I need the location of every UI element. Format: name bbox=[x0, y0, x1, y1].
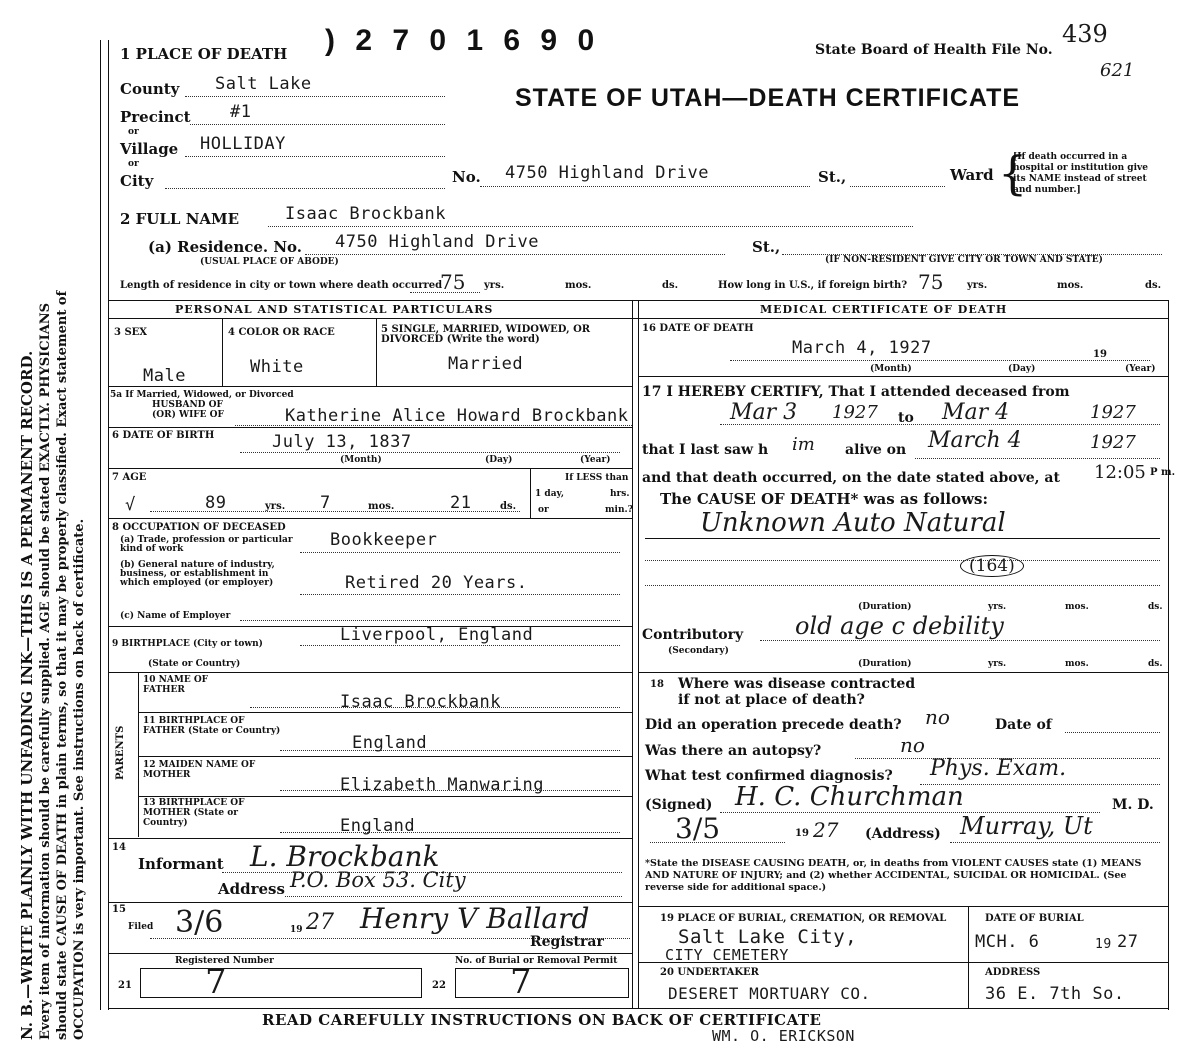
birthplace-value: Liverpool, England bbox=[340, 625, 534, 645]
age-months: 7 bbox=[320, 493, 331, 513]
burial-permit-box bbox=[455, 968, 629, 998]
to-label: to bbox=[898, 410, 914, 426]
date-of-death-label: 16 DATE OF DEATH bbox=[642, 323, 754, 334]
village-label: Village bbox=[120, 140, 179, 158]
signed-year-prefix: 19 bbox=[795, 828, 809, 839]
ward-label: Ward bbox=[950, 166, 994, 184]
father-name-value: Isaac Brockbank bbox=[340, 692, 502, 712]
age-ds-label: ds. bbox=[500, 501, 517, 512]
attend-from-year: 1927 bbox=[832, 402, 878, 423]
last-saw-year: 1927 bbox=[1090, 432, 1136, 453]
residence-label: (a) Residence. No. bbox=[148, 238, 303, 256]
attend-to-year: 1927 bbox=[1090, 402, 1136, 423]
signed-year: 27 bbox=[813, 818, 839, 842]
contributory-ds: ds. bbox=[1148, 659, 1163, 669]
file-number: 439 bbox=[1062, 20, 1108, 48]
spouse-label-b: HUSBAND OF bbox=[152, 400, 223, 410]
us-residence-value: 75 bbox=[918, 270, 944, 294]
test-value: Phys. Exam. bbox=[930, 756, 1067, 781]
contributory-value: old age c debility bbox=[795, 612, 1004, 640]
death-day-caption: (Day) bbox=[1008, 364, 1036, 374]
test-label: What test confirmed diagnosis? bbox=[645, 768, 893, 784]
burial-date-value: MCH. 6 bbox=[975, 932, 1040, 952]
less-label-3: hrs. bbox=[610, 489, 630, 499]
undertaker-address-value: 36 E. 7th So. bbox=[985, 984, 1125, 1004]
us-residence-label: How long in U.S., if foreign birth? bbox=[718, 280, 908, 291]
informant-label: Informant bbox=[138, 855, 224, 873]
or-text-1: or bbox=[128, 127, 139, 137]
margin-notice-line4: OCCUPATION is very important. See instructions on back of certificate. bbox=[72, 518, 87, 1040]
filed-year-prefix: 19 bbox=[290, 925, 303, 935]
father-name-label: 10 NAME OF FATHER bbox=[143, 675, 209, 695]
contributory-yrs: yrs. bbox=[988, 659, 1007, 669]
color-value: White bbox=[250, 357, 304, 377]
last-saw-date: March 4 bbox=[928, 428, 1022, 453]
contributory-mos: mos. bbox=[1065, 659, 1089, 669]
mother-birthplace-label: 13 BIRTHPLACE OF MOTHER (State or Country) bbox=[143, 798, 245, 828]
marital-label: 5 SINGLE, MARRIED, WIDOWED, OR DIVORCED (Write the word) bbox=[381, 324, 591, 345]
cause-label: The CAUSE OF DEATH* was as follows: bbox=[660, 490, 989, 508]
stamp-text: WM. O. ERICKSON bbox=[712, 1027, 855, 1045]
dob-year-caption: (Year) bbox=[580, 455, 611, 465]
autopsy-value: no bbox=[900, 733, 925, 757]
filed-label: Filed bbox=[128, 922, 154, 932]
date-of-death-value: March 4, 1927 bbox=[792, 338, 932, 358]
occupation-b-value: Retired 20 Years. bbox=[345, 573, 528, 593]
precinct-value: #1 bbox=[230, 102, 252, 122]
full-name-label: 2 FULL NAME bbox=[120, 210, 240, 228]
death-year-caption: (Year) bbox=[1125, 364, 1156, 374]
age-label: 7 AGE bbox=[112, 472, 147, 483]
death-month-caption: (Month) bbox=[870, 364, 912, 374]
cause-duration-label: (Duration) bbox=[858, 602, 912, 612]
burial-permit-value: 7 bbox=[510, 962, 532, 1002]
spouse-label-a: 5a If Married, Widowed, or Divorced bbox=[110, 390, 294, 400]
occurred-label: and that death occurred, on the date stated above, at bbox=[642, 470, 1060, 486]
county-value: Salt Lake bbox=[215, 74, 312, 94]
age-days: 21 bbox=[450, 493, 472, 513]
length-residence-value: 75 bbox=[440, 270, 466, 294]
contributory-sub: (Secondary) bbox=[668, 646, 729, 656]
village-value: HOLLIDAY bbox=[200, 134, 286, 154]
mother-name-label: 12 MAIDEN NAME OF MOTHER bbox=[143, 760, 256, 780]
father-birthplace-label: 11 BIRTHPLACE OF FATHER (State or Country) bbox=[143, 716, 281, 736]
signed-date: 3/5 bbox=[675, 812, 721, 845]
registrar-label: Registrar bbox=[530, 934, 604, 950]
spouse-label-c: (OR) WIFE OF bbox=[152, 410, 224, 420]
burial-place-label: 19 PLACE OF BURIAL, CREMATION, OR REMOVAL bbox=[660, 913, 947, 924]
cause-value: Unknown Auto Natural bbox=[700, 508, 1006, 538]
age-years: 89 bbox=[205, 493, 227, 513]
occupation-a-value: Bookkeeper bbox=[330, 530, 438, 550]
occupation-a-label: (a) Trade, profession or particular kind of work bbox=[120, 535, 293, 554]
operation-value: no bbox=[925, 705, 950, 729]
death-year-prefix: 19 bbox=[1093, 349, 1107, 360]
dob-value: July 13, 1837 bbox=[272, 432, 412, 452]
margin-notice-line1: N. B.—WRITE PLAINLY WITH UNFADING INK—THIS IS A PERMANENT RECORD. bbox=[18, 350, 36, 1040]
left-border bbox=[100, 40, 101, 1010]
street-st-label: St., bbox=[818, 168, 847, 186]
address-value: P.O. Box 53. City bbox=[290, 868, 466, 892]
physician-address-label: (Address) bbox=[865, 826, 941, 842]
dob-label: 6 DATE OF BIRTH bbox=[112, 430, 215, 441]
cause-ds: ds. bbox=[1148, 602, 1163, 612]
registered-number-prefix: 21 bbox=[118, 980, 132, 991]
last-saw-pronoun: im bbox=[792, 434, 815, 455]
disease-label-2: if not at place of death? bbox=[678, 692, 865, 708]
disease-number: 18 bbox=[650, 679, 664, 690]
margin-notice-line3: should state CAUSE OF DEATH in plain terms, so that it may be properly classified. Exact statement of bbox=[55, 290, 70, 1040]
attend-from: Mar 3 bbox=[730, 400, 798, 425]
length-mos: mos. bbox=[565, 280, 592, 291]
address-label: Address bbox=[218, 880, 285, 898]
burial-permit-prefix: 22 bbox=[432, 980, 446, 991]
dob-day-caption: (Day) bbox=[485, 455, 513, 465]
filed-year: 27 bbox=[306, 910, 334, 935]
autopsy-label: Was there an autopsy? bbox=[645, 743, 822, 759]
us-yrs: yrs. bbox=[967, 280, 988, 291]
us-mos: mos. bbox=[1057, 280, 1084, 291]
certificate-number: ) 2 7 0 1 6 9 0 bbox=[325, 24, 601, 57]
md-label: M. D. bbox=[1112, 797, 1154, 813]
sex-label: 3 SEX bbox=[114, 327, 148, 338]
medical-section-title: MEDICAL CERTIFICATE OF DEATH bbox=[760, 303, 1008, 316]
file-number-secondary: 621 bbox=[1100, 60, 1135, 81]
less-label-5: min.? bbox=[605, 505, 633, 515]
filed-date: 3/6 bbox=[175, 905, 224, 940]
length-yrs: yrs. bbox=[484, 280, 505, 291]
spouse-value: Katherine Alice Howard Brockbank bbox=[285, 406, 629, 426]
city-label: City bbox=[120, 172, 154, 190]
disease-label-1: Where was disease contracted bbox=[678, 676, 916, 692]
physician-signature: H. C. Churchman bbox=[735, 782, 964, 812]
death-time: 12:05 bbox=[1094, 462, 1146, 483]
occupation-b-label: (b) General nature of industry, business, or establishment in which employed (or employer) bbox=[120, 560, 275, 588]
marital-value: Married bbox=[448, 354, 524, 374]
burial-year-prefix: 19 bbox=[1095, 937, 1112, 952]
residence-value: 4750 Highland Drive bbox=[335, 232, 539, 252]
color-label: 4 COLOR OR RACE bbox=[228, 327, 335, 338]
birthplace-sub: (State or Country) bbox=[148, 659, 241, 669]
residence-st-label: St., bbox=[752, 238, 781, 256]
undertaker-label: 20 UNDERTAKER bbox=[660, 967, 759, 978]
or-text-2: or bbox=[128, 159, 139, 169]
cause-code: (164) bbox=[960, 555, 1024, 577]
right-border bbox=[1168, 300, 1169, 1010]
undertaker-value: DESERET MORTUARY CO. bbox=[668, 984, 871, 1003]
registered-number-box bbox=[140, 968, 422, 998]
length-residence-label: Length of residence in city or town where death occurred bbox=[120, 280, 443, 291]
place-of-death-label: 1 PLACE OF DEATH bbox=[120, 45, 288, 63]
cause-mos: mos. bbox=[1065, 602, 1089, 612]
state-board-label: State Board of Health File No. bbox=[815, 42, 1053, 58]
nonresident-note: (IF NON-RESIDENT GIVE CITY OR TOWN AND STATE) bbox=[825, 255, 1103, 265]
signed-label: (Signed) bbox=[645, 797, 713, 813]
death-time-suffix: P m. bbox=[1150, 467, 1176, 478]
sex-value: Male bbox=[143, 366, 186, 386]
burial-place-line1: Salt Lake City, bbox=[678, 926, 858, 948]
contributory-label: Contributory bbox=[642, 627, 744, 643]
filed-number: 15 bbox=[112, 904, 126, 915]
margin-notice-line2: Every item of information should be carefully supplied. AGE should be stated EXACTLY. PHYSICIANS bbox=[38, 302, 53, 1040]
registered-number-value: 7 bbox=[205, 962, 227, 1002]
alive-on-label: alive on bbox=[845, 442, 907, 458]
cause-yrs: yrs. bbox=[988, 602, 1007, 612]
parents-label: PARENTS bbox=[115, 725, 126, 780]
mother-name-value: Elizabeth Manwaring bbox=[340, 775, 544, 795]
less-label-2: 1 day, bbox=[535, 489, 565, 499]
undertaker-address-label: ADDRESS bbox=[985, 967, 1041, 978]
street-no-label: No. bbox=[452, 168, 481, 186]
cause-footnote: *State the DISEASE CAUSING DEATH, or, in deaths from VIOLENT CAUSES state (1) MEANS AND NATURE OF INJURY; and (2) whether ACCIDENTAL, SUICIDAL OR HOMICIDAL. (See reverse side for additional space.) bbox=[645, 858, 1142, 893]
age-mos-label: mos. bbox=[368, 501, 395, 512]
length-ds: ds. bbox=[662, 280, 679, 291]
informant-value: L. Brockbank bbox=[250, 840, 440, 873]
ward-brace: { bbox=[998, 146, 1028, 200]
age-check: √ bbox=[125, 495, 136, 515]
physician-address-value: Murray, Ut bbox=[960, 812, 1093, 840]
operation-label: Did an operation precede death? bbox=[645, 717, 902, 733]
full-name-value: Isaac Brockbank bbox=[285, 204, 447, 224]
mother-birthplace-value: England bbox=[340, 816, 416, 836]
certificate-title: STATE OF UTAH—DEATH CERTIFICATE bbox=[515, 84, 1021, 112]
operation-date-label: Date of bbox=[995, 717, 1052, 733]
burial-year: 27 bbox=[1117, 932, 1139, 952]
dob-month-caption: (Month) bbox=[340, 455, 382, 465]
instructions-footer: READ CAREFULLY INSTRUCTIONS ON BACK OF CERTIFICATE bbox=[262, 1011, 822, 1029]
birthplace-label: 9 BIRTHPLACE (City or town) bbox=[112, 639, 263, 649]
left-border-inner bbox=[108, 40, 109, 1010]
residence-sub: (USUAL PLACE OF ABODE) bbox=[200, 257, 339, 267]
registered-number-label: Registered Number bbox=[175, 956, 274, 966]
father-birthplace-value: England bbox=[352, 733, 428, 753]
less-label-1: If LESS than bbox=[565, 473, 629, 483]
ward-note: [If death occurred in a hospital or institution give its NAME instead of street and number.] bbox=[1013, 152, 1148, 195]
us-ds: ds. bbox=[1145, 280, 1162, 291]
age-yrs-label: yrs. bbox=[265, 501, 286, 512]
certify-label: 17 I HEREBY CERTIFY, That I attended deceased from bbox=[642, 384, 1070, 400]
contributory-duration-label: (Duration) bbox=[858, 659, 912, 669]
county-label: County bbox=[120, 80, 180, 98]
less-label-4: or bbox=[538, 505, 549, 515]
burial-date-label: DATE OF BURIAL bbox=[985, 913, 1084, 924]
burial-permit-label: No. of Burial or Removal Permit bbox=[455, 956, 618, 966]
last-saw-label: that I last saw h bbox=[642, 442, 769, 458]
attend-to: Mar 4 bbox=[942, 400, 1010, 425]
personal-section-title: PERSONAL AND STATISTICAL PARTICULARS bbox=[175, 303, 494, 316]
occupation-label: 8 OCCUPATION OF DECEASED bbox=[112, 522, 286, 533]
informant-number: 14 bbox=[112, 842, 126, 853]
registrar-signature: Henry V Ballard bbox=[360, 902, 590, 935]
burial-place-line2: CITY CEMETERY bbox=[665, 946, 789, 964]
precinct-label: Precinct bbox=[120, 108, 191, 126]
occupation-c-label: (c) Name of Employer bbox=[120, 611, 231, 621]
street-value: 4750 Highland Drive bbox=[505, 163, 709, 183]
